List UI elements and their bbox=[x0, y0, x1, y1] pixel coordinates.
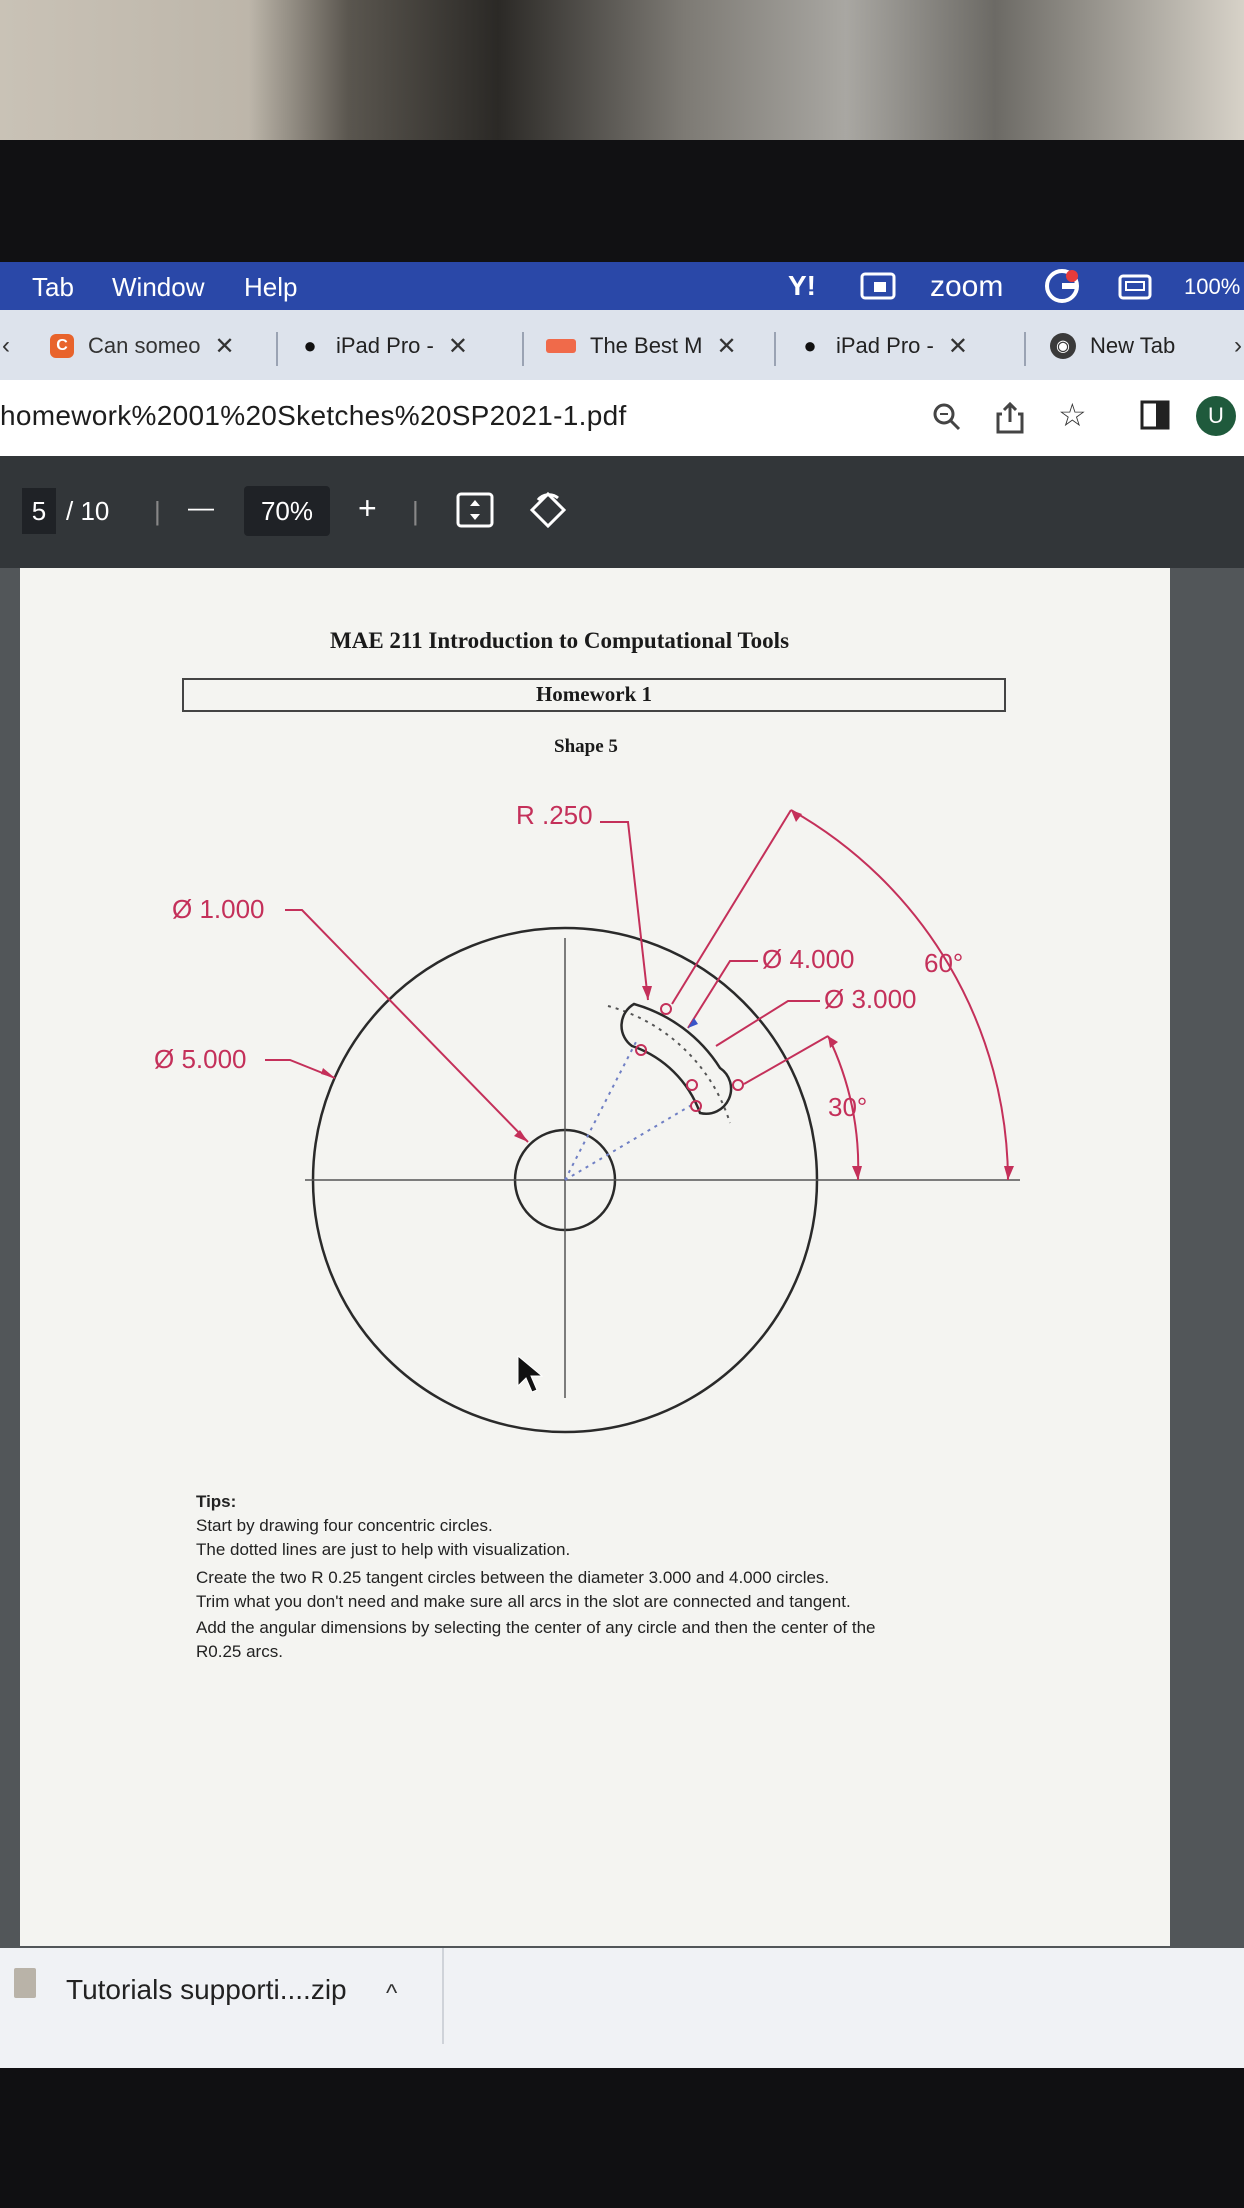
arrowhead bbox=[852, 1166, 862, 1180]
course-title: MAE 211 Introduction to Computational Tools bbox=[330, 628, 790, 653]
apple-icon: ● bbox=[303, 333, 317, 358]
browser-tab-strip bbox=[0, 310, 1244, 380]
tab-divider bbox=[774, 332, 776, 366]
technical-drawing bbox=[20, 568, 1170, 1946]
downloads-bar bbox=[0, 1948, 1244, 2068]
downloads-divider bbox=[442, 1948, 444, 2044]
pdf-page bbox=[20, 568, 1170, 1946]
tip-line: Trim what you don't need and make sure all arcs in the slot are connected and tangent. bbox=[196, 1592, 851, 1611]
google-assistant-icon[interactable] bbox=[1044, 268, 1080, 311]
screen-share-icon[interactable] bbox=[860, 272, 896, 309]
tab-the-best[interactable] bbox=[546, 324, 737, 368]
tab-divider bbox=[1024, 332, 1026, 366]
menu-tab[interactable]: Tab bbox=[32, 272, 74, 302]
monitor-bezel bbox=[0, 140, 1244, 262]
tab-label: iPad Pro - bbox=[336, 333, 434, 358]
dotted-line-30 bbox=[565, 1103, 695, 1180]
tip-line: Add the angular dimensions by selecting the center of any circle and then the center of the bbox=[196, 1618, 876, 1637]
tab-can-someone[interactable] bbox=[50, 324, 235, 368]
zip-file-icon bbox=[14, 1968, 36, 1998]
slot-point bbox=[661, 1004, 671, 1014]
share-icon[interactable] bbox=[996, 402, 1024, 442]
leader-r250 bbox=[600, 822, 648, 1000]
slot-point bbox=[687, 1080, 697, 1090]
bookmark-star-icon[interactable]: ☆ bbox=[1058, 397, 1087, 433]
tip-line: R0.25 arcs. bbox=[196, 1642, 283, 1661]
tips-heading: Tips: bbox=[196, 1492, 237, 1511]
zoom-label[interactable]: zoom bbox=[930, 270, 1004, 303]
dim-angle-60: 60° bbox=[924, 948, 964, 978]
zoom-search-icon[interactable] bbox=[932, 402, 962, 440]
toolbar-divider: | bbox=[154, 496, 161, 526]
slot-centerline-arc bbox=[608, 1006, 730, 1123]
tab-new-tab[interactable] bbox=[1050, 324, 1175, 368]
arrowhead bbox=[514, 1130, 528, 1142]
dim-diameter-5: Ø 5.000 bbox=[154, 1044, 247, 1074]
fit-page-icon[interactable] bbox=[456, 492, 494, 535]
extension-30 bbox=[744, 1036, 828, 1084]
profile-avatar[interactable]: U bbox=[1196, 396, 1236, 436]
download-filename[interactable]: Tutorials supporti....zip bbox=[66, 1974, 347, 2005]
zoom-level-input[interactable]: 70% bbox=[244, 486, 330, 536]
dim-diameter-1: Ø 1.000 bbox=[172, 894, 265, 924]
leader-d5 bbox=[265, 1060, 335, 1078]
leader-d3 bbox=[716, 1001, 820, 1046]
mouse-cursor-icon bbox=[518, 1356, 542, 1392]
dim-diameter-3: Ø 3.000 bbox=[824, 984, 917, 1014]
window-icon[interactable] bbox=[1118, 274, 1152, 307]
apple-icon: ● bbox=[803, 333, 817, 358]
rotate-icon[interactable] bbox=[528, 490, 568, 537]
leader-d4 bbox=[688, 961, 758, 1028]
battery-percentage: 100% bbox=[1184, 274, 1241, 299]
homework-title: Homework 1 bbox=[535, 682, 653, 706]
zoom-out-button[interactable]: — bbox=[188, 492, 214, 522]
dim-radius: R .250 bbox=[516, 800, 593, 830]
dim-diameter-4: Ø 4.000 bbox=[762, 944, 855, 974]
zoom-in-button[interactable]: + bbox=[358, 490, 377, 526]
close-icon[interactable]: ✕ bbox=[214, 332, 235, 360]
tip-line: Create the two R 0.25 tangent circles between the diameter 3.000 and 4.000 circles. bbox=[196, 1568, 830, 1587]
arrowhead bbox=[1004, 1166, 1014, 1180]
slot-point bbox=[733, 1080, 743, 1090]
leader-d1 bbox=[285, 910, 528, 1142]
pdf-toolbar bbox=[0, 456, 1244, 568]
close-icon[interactable]: ✕ bbox=[716, 332, 737, 360]
mac-menubar bbox=[0, 262, 1244, 310]
toolbar-divider: | bbox=[412, 496, 419, 526]
background-photo bbox=[0, 0, 1244, 140]
tab-scroll-right-icon[interactable]: › bbox=[1234, 332, 1242, 359]
dim-angle-30: 30° bbox=[828, 1092, 868, 1122]
tab-ipad-pro-2[interactable] bbox=[798, 324, 968, 368]
site-icon bbox=[546, 339, 576, 353]
monitor-bottom-bezel bbox=[0, 2068, 1244, 2208]
arrowhead bbox=[321, 1068, 335, 1078]
tab-divider bbox=[522, 332, 524, 366]
address-bar bbox=[0, 380, 1244, 458]
tab-divider bbox=[276, 332, 278, 366]
tip-line: Start by drawing four concentric circles. bbox=[196, 1516, 493, 1535]
tab-label: New Tab bbox=[1090, 333, 1176, 358]
yelp-icon[interactable]: Y! bbox=[788, 270, 816, 301]
tab-ipad-pro-1[interactable] bbox=[298, 324, 468, 368]
page-number-input[interactable]: 5 bbox=[22, 488, 56, 534]
close-icon[interactable]: ✕ bbox=[447, 332, 468, 360]
chrome-icon: ◉ bbox=[1050, 333, 1076, 359]
sidebar-toggle-icon[interactable] bbox=[1140, 400, 1170, 438]
arc-slot bbox=[622, 1004, 732, 1114]
tab-label: The Best M bbox=[590, 333, 703, 358]
tab-label: Can someo bbox=[88, 333, 201, 358]
arrowhead bbox=[791, 810, 802, 822]
page-total: / 10 bbox=[66, 496, 110, 526]
tab-scroll-left-icon[interactable]: ‹ bbox=[2, 332, 10, 359]
shape-title: Shape 5 bbox=[554, 736, 618, 757]
menu-help[interactable]: Help bbox=[244, 272, 298, 302]
menu-window[interactable]: Window bbox=[112, 272, 205, 302]
url-field[interactable]: homework%2001%20Sketches%20SP2021-1.pdf bbox=[0, 400, 627, 431]
tab-label: iPad Pro - bbox=[836, 333, 934, 358]
close-icon[interactable]: ✕ bbox=[947, 332, 968, 360]
download-chevron-icon[interactable]: ^ bbox=[386, 1980, 398, 2007]
tip-line: The dotted lines are just to help with visualization. bbox=[196, 1540, 571, 1559]
chegg-icon: C bbox=[50, 334, 74, 358]
